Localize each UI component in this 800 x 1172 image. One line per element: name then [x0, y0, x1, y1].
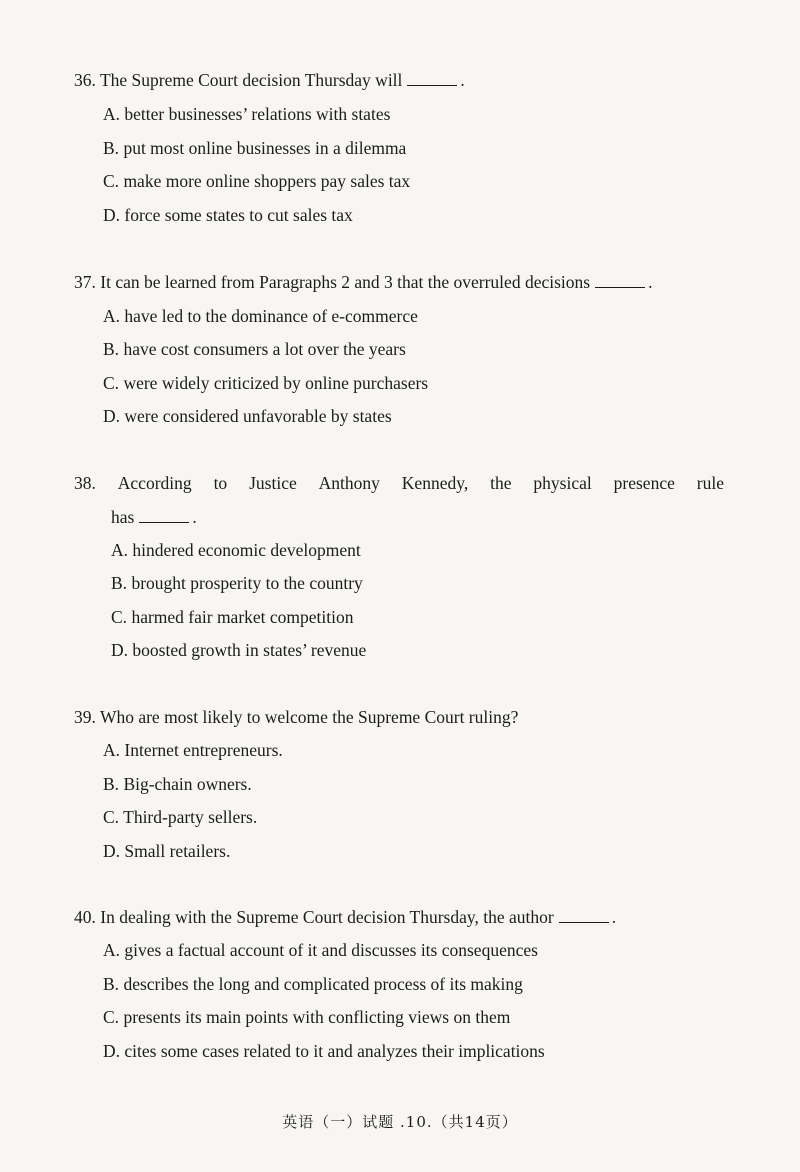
option-d	[103, 406, 392, 426]
option-letter: B.	[103, 774, 120, 794]
option-letter: C.	[111, 607, 128, 627]
option-letter: D.	[103, 406, 121, 426]
option-text: were considered unfavorable by states	[124, 406, 392, 426]
option-text: gives a factual account of it and discusses its consequences	[124, 940, 538, 960]
option-letter: D.	[111, 640, 129, 660]
option-b	[103, 138, 406, 158]
option-a	[103, 940, 538, 960]
option-letter: A.	[103, 104, 121, 124]
option-letter: C.	[103, 373, 120, 393]
option-letter: A.	[111, 540, 129, 560]
option-text: make more online shoppers pay sales tax	[123, 171, 411, 191]
option-d	[103, 205, 353, 225]
option-letter: C.	[103, 171, 120, 191]
stem-text: In dealing with the Supreme Court decision Thursday, the author	[100, 907, 554, 927]
stem-end: .	[648, 272, 653, 292]
answer-blank	[139, 508, 189, 523]
page-footer	[0, 1111, 800, 1132]
option-c	[103, 1007, 510, 1027]
option-b	[103, 974, 523, 994]
option-text: Small retailers.	[124, 841, 231, 861]
question-stem	[74, 70, 465, 90]
option-text: harmed fair market competition	[131, 607, 354, 627]
stem-word: Anthony	[318, 473, 380, 493]
option-letter: A.	[103, 306, 121, 326]
option-letter: D.	[103, 841, 121, 861]
question-stem-continued	[111, 507, 197, 527]
option-b	[103, 774, 252, 794]
option-text: boosted growth in states’ revenue	[132, 640, 367, 660]
option-letter: B.	[111, 573, 128, 593]
question-number: 37.	[74, 272, 96, 292]
stem-end: .	[611, 907, 617, 927]
option-letter: A.	[103, 740, 121, 760]
option-text: Internet entrepreneurs.	[124, 740, 283, 760]
question-number: 36.	[74, 70, 96, 90]
question-stem	[74, 272, 652, 292]
option-text: better businesses’ relations with states	[124, 104, 391, 124]
option-c	[111, 607, 354, 627]
stem-word: physical	[533, 473, 592, 493]
stem-word: Justice	[249, 473, 297, 493]
question-number: 40.	[74, 907, 96, 927]
stem-word: the	[490, 473, 512, 493]
stem-text: Who are most likely to welcome the Supreme Court ruling?	[99, 707, 519, 727]
question-stem	[74, 707, 518, 727]
stem-end: .	[192, 507, 197, 527]
option-b	[103, 339, 406, 359]
option-letter: B.	[103, 339, 120, 359]
stem-text: The Supreme Court decision Thursday will	[99, 70, 403, 90]
option-a	[103, 740, 283, 760]
answer-blank	[595, 273, 645, 288]
option-a	[111, 540, 361, 560]
option-text: have led to the dominance of e-commerce	[124, 306, 418, 326]
option-text: brought prosperity to the country	[131, 573, 363, 593]
footer-total-pages: （共14页）	[432, 1113, 518, 1131]
option-text: force some states to cut sales tax	[124, 205, 353, 225]
option-letter: C.	[103, 807, 120, 827]
stem-word: Kennedy,	[401, 473, 469, 493]
option-text: hindered economic development	[132, 540, 361, 560]
stem-end: .	[460, 70, 465, 90]
option-d	[103, 841, 230, 861]
answer-blank	[407, 71, 457, 86]
option-letter: D.	[103, 205, 121, 225]
option-c	[103, 807, 257, 827]
stem-word: rule	[696, 473, 724, 493]
option-text: presents its main points with conflicting views on them	[123, 1007, 511, 1027]
option-c	[103, 373, 428, 393]
option-a	[103, 104, 390, 124]
footer-subject: 英语（一）试题	[282, 1113, 395, 1131]
option-a	[103, 306, 418, 326]
question-number: 38.	[74, 473, 96, 493]
option-d	[111, 640, 366, 660]
question-number: 39.	[74, 707, 96, 727]
stem-word: presence	[613, 473, 675, 493]
option-text: describes the long and complicated process of its making	[123, 974, 523, 994]
option-letter: B.	[103, 974, 120, 994]
option-d	[103, 1041, 545, 1061]
option-text: were widely criticized by online purchasers	[123, 373, 429, 393]
option-text: cites some cases related to it and analyzes their implications	[124, 1041, 545, 1061]
stem-text: has	[111, 507, 135, 527]
option-text: put most online businesses in a dilemma	[123, 138, 407, 158]
option-c	[103, 171, 410, 191]
option-b	[111, 573, 363, 593]
option-letter: C.	[103, 1007, 120, 1027]
option-letter: B.	[103, 138, 120, 158]
question-stem	[74, 907, 616, 927]
option-text: have cost consumers a lot over the years	[123, 339, 406, 359]
footer-page-number: .10.	[400, 1113, 433, 1131]
option-text: Third-party sellers.	[123, 807, 258, 827]
option-text: Big-chain owners.	[123, 774, 252, 794]
answer-blank	[559, 908, 609, 923]
stem-word: According	[117, 473, 192, 493]
stem-word: to	[213, 473, 228, 493]
question-stem	[74, 473, 724, 493]
stem-text: It can be learned from Paragraphs 2 and 3 that the overruled decisions	[100, 272, 591, 292]
option-letter: D.	[103, 1041, 121, 1061]
option-letter: A.	[103, 940, 121, 960]
